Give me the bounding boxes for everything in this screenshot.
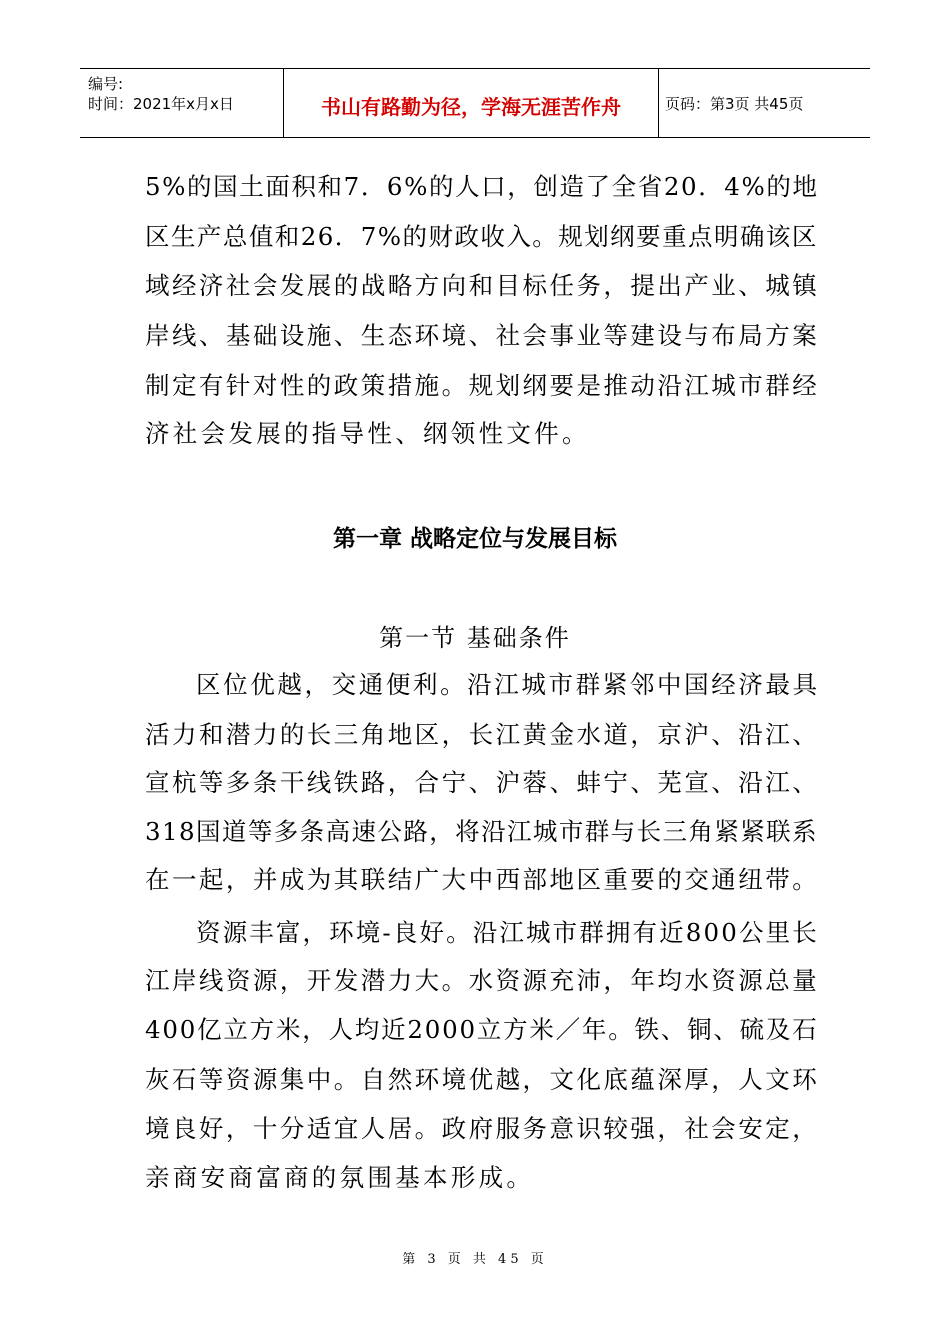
paragraph-line: 济社会发展的指导性、纲领性文件。 bbox=[145, 419, 590, 448]
paragraph-line: 区生产总值和26．7%的财政收入。规划纲要重点明确该区 bbox=[145, 222, 818, 251]
paragraph-line: 域经济社会发展的战略方向和目标任务，提出产业、城镇 bbox=[145, 271, 820, 300]
paragraph-line: 江岸线资源，开发潜力大。水资源充沛，年均水资源总量 bbox=[145, 966, 820, 995]
paragraph-line: 在一起，并成为其联结广大中西部地区重要的交通纽带。 bbox=[145, 865, 820, 894]
paragraph-line: 岸线、基础设施、生态环境、社会事业等建设与布局方案 bbox=[145, 321, 820, 350]
paragraph-line: 400亿立方米，人均近2000立方米／年。铁、铜、硫及石 bbox=[145, 1015, 819, 1044]
paragraph-line: 5%的国土面积和7．6%的人口，创造了全省20．4%的地 bbox=[145, 172, 819, 201]
section-title: 第一节 基础条件 bbox=[379, 624, 571, 652]
paragraph-line: 境良好，十分适宜人居。政府服务意识较强，社会安定， bbox=[145, 1114, 820, 1143]
document-number-label: 编号: bbox=[88, 75, 124, 93]
paragraph-line: 灰石等资源集中。自然环境优越，文化底蕴深厚，人文环 bbox=[145, 1065, 820, 1094]
paragraph-line: 制定有针对性的政策措施。规划纲要是推动沿江城市群经 bbox=[145, 371, 820, 400]
paragraph-line: 资源丰富，环境-良好。沿江城市群拥有近800公里长 bbox=[196, 918, 819, 947]
paragraph-line: 亲商安商富商的氛围基本形成。 bbox=[145, 1163, 535, 1192]
paragraph-line: 活力和潜力的长三角地区，长江黄金水道，京沪、沿江、 bbox=[145, 720, 820, 749]
page-header bbox=[80, 68, 870, 138]
paragraph-line: 318国道等多条高速公路，将沿江城市群与长三角紧紧联系 bbox=[145, 817, 818, 846]
header-motto-cell bbox=[284, 69, 659, 137]
document-time-label: 时间：2021年x月x日 bbox=[88, 95, 234, 113]
header-meta-cell bbox=[80, 69, 284, 137]
header-page-info: 页码：第3页 共45页 bbox=[665, 95, 804, 113]
chapter-title: 第一章 战略定位与发展目标 bbox=[332, 526, 617, 552]
paragraph-line: 宣杭等多条干线铁路，合宁、沪蓉、蚌宁、芜宣、沿江、 bbox=[145, 768, 820, 797]
header-page-cell bbox=[659, 69, 870, 137]
page-footer: 第 3 页 共 45 页 bbox=[402, 1252, 548, 1267]
header-motto: 书山有路勤为径，学海无涯苦作舟 bbox=[321, 95, 621, 119]
paragraph-line: 区位优越，交通便利。沿江城市群紧邻中国经济最具 bbox=[196, 670, 820, 699]
